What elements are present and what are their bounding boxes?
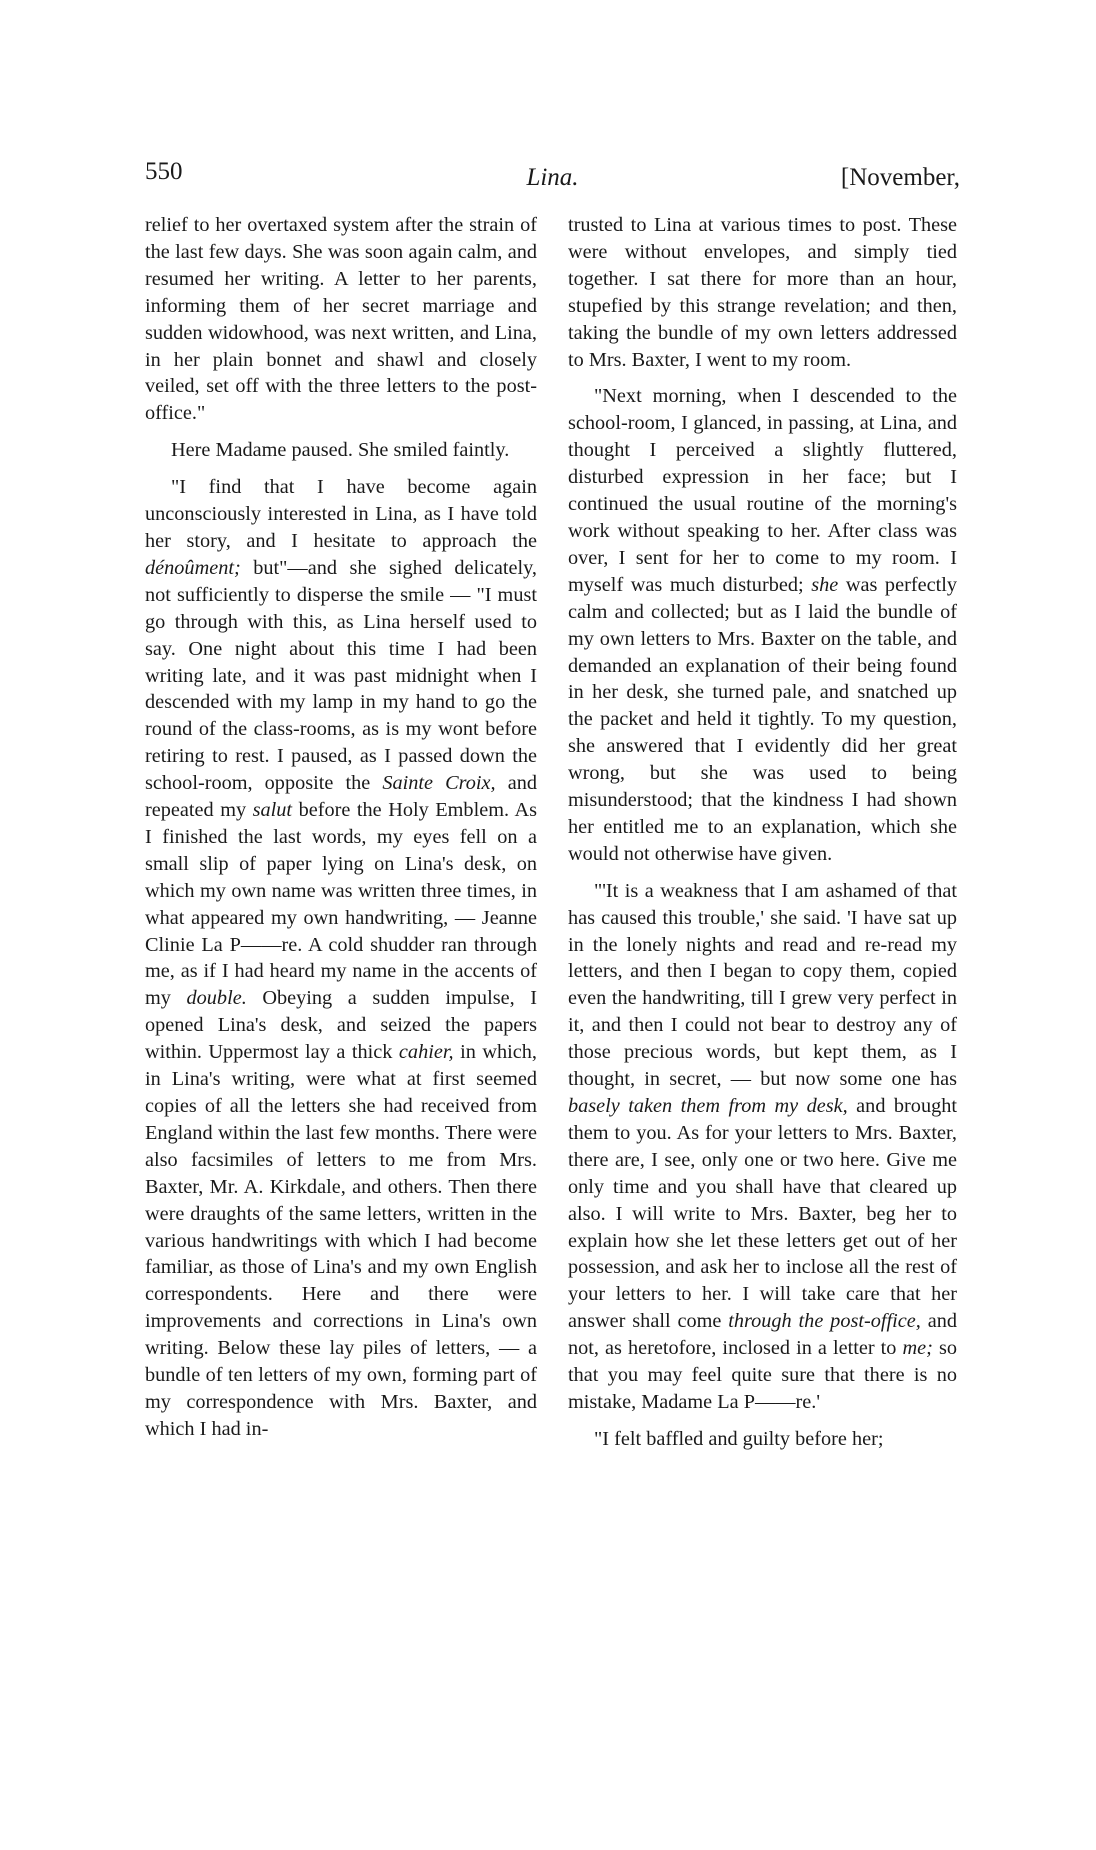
page-number: 550 [145,158,183,185]
paragraph: trusted to Lina at various times to post. These were without envelopes, and simply tied together. I sat there for more than an hour, stupefied by this strange revelation; and then, taking the bundle of my own letters addressed to Mrs. Baxter, I went to my room. [568,214,957,371]
paragraph: "I find that I have become again unconsciously interested in Lina, as I have told her story, and I hesitate to approach the dénoûment; but"—and she sighed delicately, not sufficiently to disperse the smile — "I must go through with this, as Lina herself used to say. One night about this time I had been writing late, and it was past midnight when I descended with my lamp in my hand to go the round of the class-rooms, as is my wont before retiring to rest. I paused, as I passed down the school-room, opposite the Sainte Croix, and repeated my salut before the Holy Emblem. As I finished the last words, my eyes fell on a small slip of paper lying on Lina's desk, on which my own name was written three times, in what appeared my own handwriting, — Jeanne Clinie La P——re. A cold shudder ran through me, as if I had heard my name in the accents of my double. Obeying a sudden impulse, I opened Lina's desk, and seized the papers within. Uppermost lay a thick cahier, in which, in Lina's writing, were what at first seemed copies of all the letters she had received from England within the last few months. There were also facsimiles of letters to me from Mrs. Baxter, Mr. A. Kirkdale, and others. Then there were draughts of the same letters, written in the various handwritings with which I had become familiar, as those of Lina's and my own English correspondents. Here and there were improvements and corrections in Lina's own writing. Below these lay piles of letters, — a bundle of ten letters of my own, forming part of my correspondence with Mrs. Baxter, and which I had in- [145,476,538,1440]
paragraph: relief to her overtaxed system after the strain of the last few days. She was soon again calm, and resumed her writing. A letter to her parents, informing them of her secret marriage and sudden widowhood, was next written, and Lina, in her plain bonnet and shawl and closely veiled, set off with the three letters to the post-office." [145,214,537,425]
paragraph: "'It is a weakness that I am ashamed of that has caused this trouble,' she said. 'I have sat up in the lonely nights and read and re-read my letters, and then I began to copy them, copied even the handwriting, till I grew very perfect in it, and then I could not bear to destroy any of those precious words, but kept them, as I thought, in secret, — but now some one has basely taken them from my desk, and brought them to you. As for your letters to Mrs. Baxter, there are, I see, only one or two here. Give me only time and you shall have that cleared up also. I will write to Mrs. Baxter, beg her to explain how she let these letters get out of her possession, and ask her to inclose all the rest of your letters to her. I will take care that her answer shall come through the post-office, and not, as heretofore, inclosed in a letter to me; so that you may feel quite sure that there is no mistake, Madame La P——re.' [568,879,958,1413]
running-date: [November, [840,164,960,191]
paragraph: "I felt baffled and guilty before her; [594,1427,884,1450]
page-header [145,152,960,196]
running-title: Lina. [526,164,579,191]
right-column [568,212,957,1453]
paragraph: Here Madame paused. She smiled faintly. [171,439,510,462]
left-column [145,212,537,1443]
paragraph: "Next morning, when I descended to the school-room, I glanced, in passing, at Lina, and thought I perceived a slightly fluttered, disturbed expression in her face; but I continued the usual routine of the morning's work without speaking to her. After class was over, I sent for her to come to my room. I myself was much disturbed; she was perfectly calm and collected; but as I laid the bundle of my own letters to Mrs. Baxter on the table, and demanded an explanation of their being found in her desk, she turned pale, and snatched up the packet and held it tightly. To my question, she answered that I evidently did her great wrong, but she was used to being misunderstood; that the kindness I had shown her entitled me to an explanation, which she would not otherwise have given. [568,385,957,865]
